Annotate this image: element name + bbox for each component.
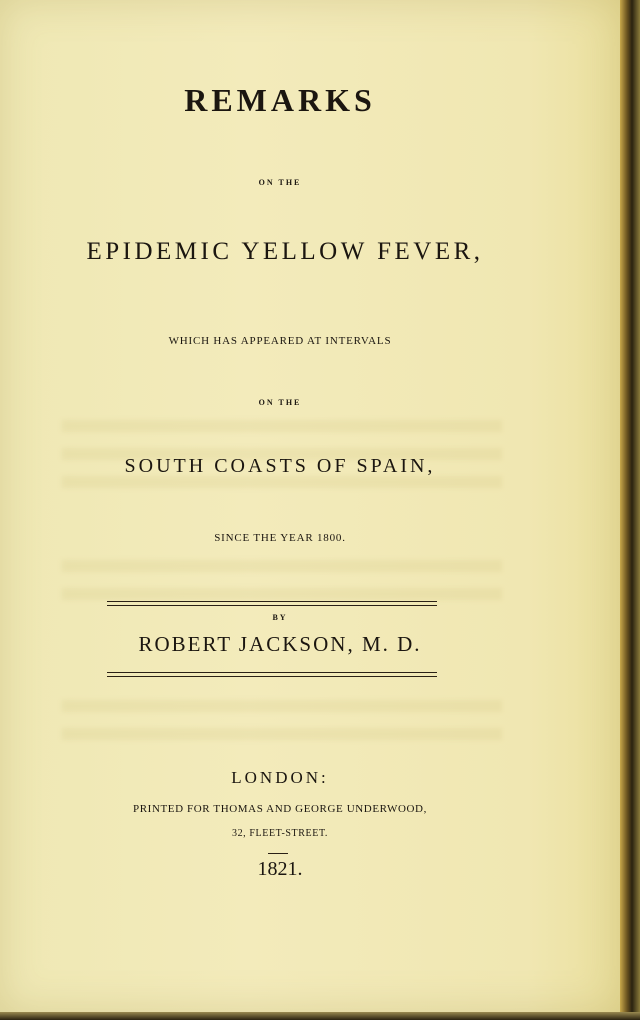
double-rule-top	[107, 601, 437, 602]
book-spine-edge	[620, 0, 640, 1020]
year-rule	[268, 853, 288, 854]
author-name: ROBERT JACKSON, M. D.	[138, 632, 422, 656]
coasts-line: SOUTH COASTS OF SPAIN,	[124, 455, 436, 477]
show-through-text	[62, 700, 502, 712]
double-rule-bottom-inner	[107, 676, 437, 677]
since-line: SINCE THE YEAR 1800.	[214, 532, 346, 544]
double-rule-bottom	[107, 672, 437, 673]
imprint-year: 1821.	[257, 858, 303, 880]
imprint-printer: PRINTED FOR THOMAS AND GEORGE UNDERWOOD,	[133, 803, 427, 815]
book-title: REMARKS	[184, 82, 376, 118]
double-rule-top-inner	[107, 605, 437, 606]
show-through-text	[62, 588, 502, 600]
by-line: BY	[272, 613, 288, 622]
subject-line: EPIDEMIC YELLOW FEVER,	[86, 238, 484, 265]
page-bottom-edge	[0, 1012, 640, 1020]
show-through-text	[62, 728, 502, 740]
show-through-text	[62, 420, 502, 432]
imprint-address: 32, FLEET-STREET.	[231, 828, 329, 839]
show-through-text	[62, 560, 502, 572]
on-the-line-2: ON THE	[258, 398, 302, 407]
on-the-line: ON THE	[258, 178, 302, 187]
imprint-place: LONDON:	[231, 768, 329, 787]
which-line: WHICH HAS APPEARED AT INTERVALS	[168, 335, 392, 347]
